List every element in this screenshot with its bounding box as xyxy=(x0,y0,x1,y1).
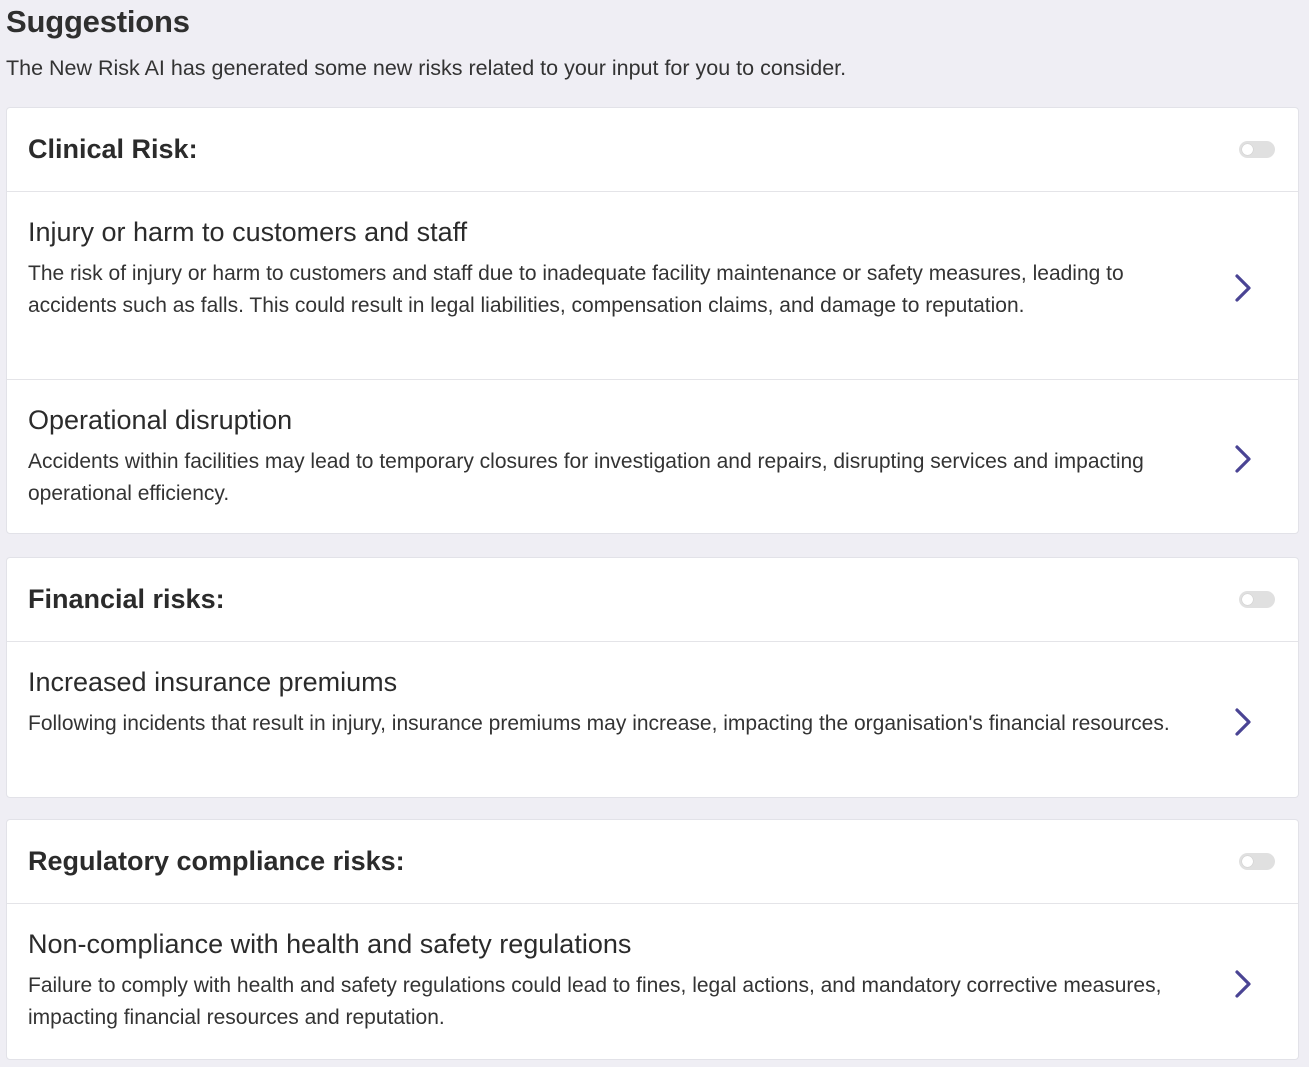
risk-group-toggle[interactable] xyxy=(1239,591,1275,608)
toggle-knob xyxy=(1242,594,1253,605)
risk-item[interactable] xyxy=(7,380,1298,533)
risk-group-header xyxy=(7,820,1298,904)
risk-item-description: The risk of injury or harm to customers and staff due to inadequate facility maintenance or safety measures, leading to accidents such as falls. This could result in legal liabilities, compensation claims, and damage to reputation. xyxy=(28,262,1124,317)
page-subtitle: The New Risk AI has generated some new risks related to your input for you to consider. xyxy=(6,56,847,80)
toggle-knob xyxy=(1242,856,1253,867)
risk-item-title: Increased insurance premiums xyxy=(28,667,398,697)
risk-group-toggle[interactable] xyxy=(1239,853,1275,870)
risk-item-description: Accidents within facilities may lead to temporary closures for investigation and repairs, disrupting services and impacting operational efficiency. xyxy=(28,450,1144,505)
chevron-right-icon[interactable] xyxy=(1234,969,1252,999)
risk-item-description: Following incidents that result in injury, insurance premiums may increase, impacting the organisation's financial resources. xyxy=(28,712,1170,735)
risk-group-toggle[interactable] xyxy=(1239,141,1275,158)
risk-group-financial xyxy=(6,557,1299,798)
risk-group-title: Financial risks: xyxy=(28,584,225,614)
chevron-right-icon[interactable] xyxy=(1234,273,1252,303)
risk-item[interactable] xyxy=(7,192,1298,380)
risk-group-title: Clinical Risk: xyxy=(28,134,198,164)
risk-item-title: Injury or harm to customers and staff xyxy=(28,217,468,247)
risk-group-header xyxy=(7,558,1298,642)
risk-item-title: Operational disruption xyxy=(28,405,293,435)
risk-item-description: Failure to comply with health and safety regulations could lead to fines, legal actions, and mandatory corrective measures, impacting financial resources and reputation. xyxy=(28,974,1162,1029)
risk-group-title: Regulatory compliance risks: xyxy=(28,846,405,876)
risk-group-header xyxy=(7,108,1298,192)
risk-group-regulatory xyxy=(6,819,1299,1060)
risk-group-clinical xyxy=(6,107,1299,534)
risk-item[interactable] xyxy=(7,642,1298,797)
page-title: Suggestions xyxy=(6,4,190,39)
risk-item[interactable] xyxy=(7,904,1298,1059)
chevron-right-icon[interactable] xyxy=(1234,707,1252,737)
risk-item-title: Non-compliance with health and safety regulations xyxy=(28,929,632,959)
chevron-right-icon[interactable] xyxy=(1234,444,1252,474)
toggle-knob xyxy=(1242,144,1253,155)
